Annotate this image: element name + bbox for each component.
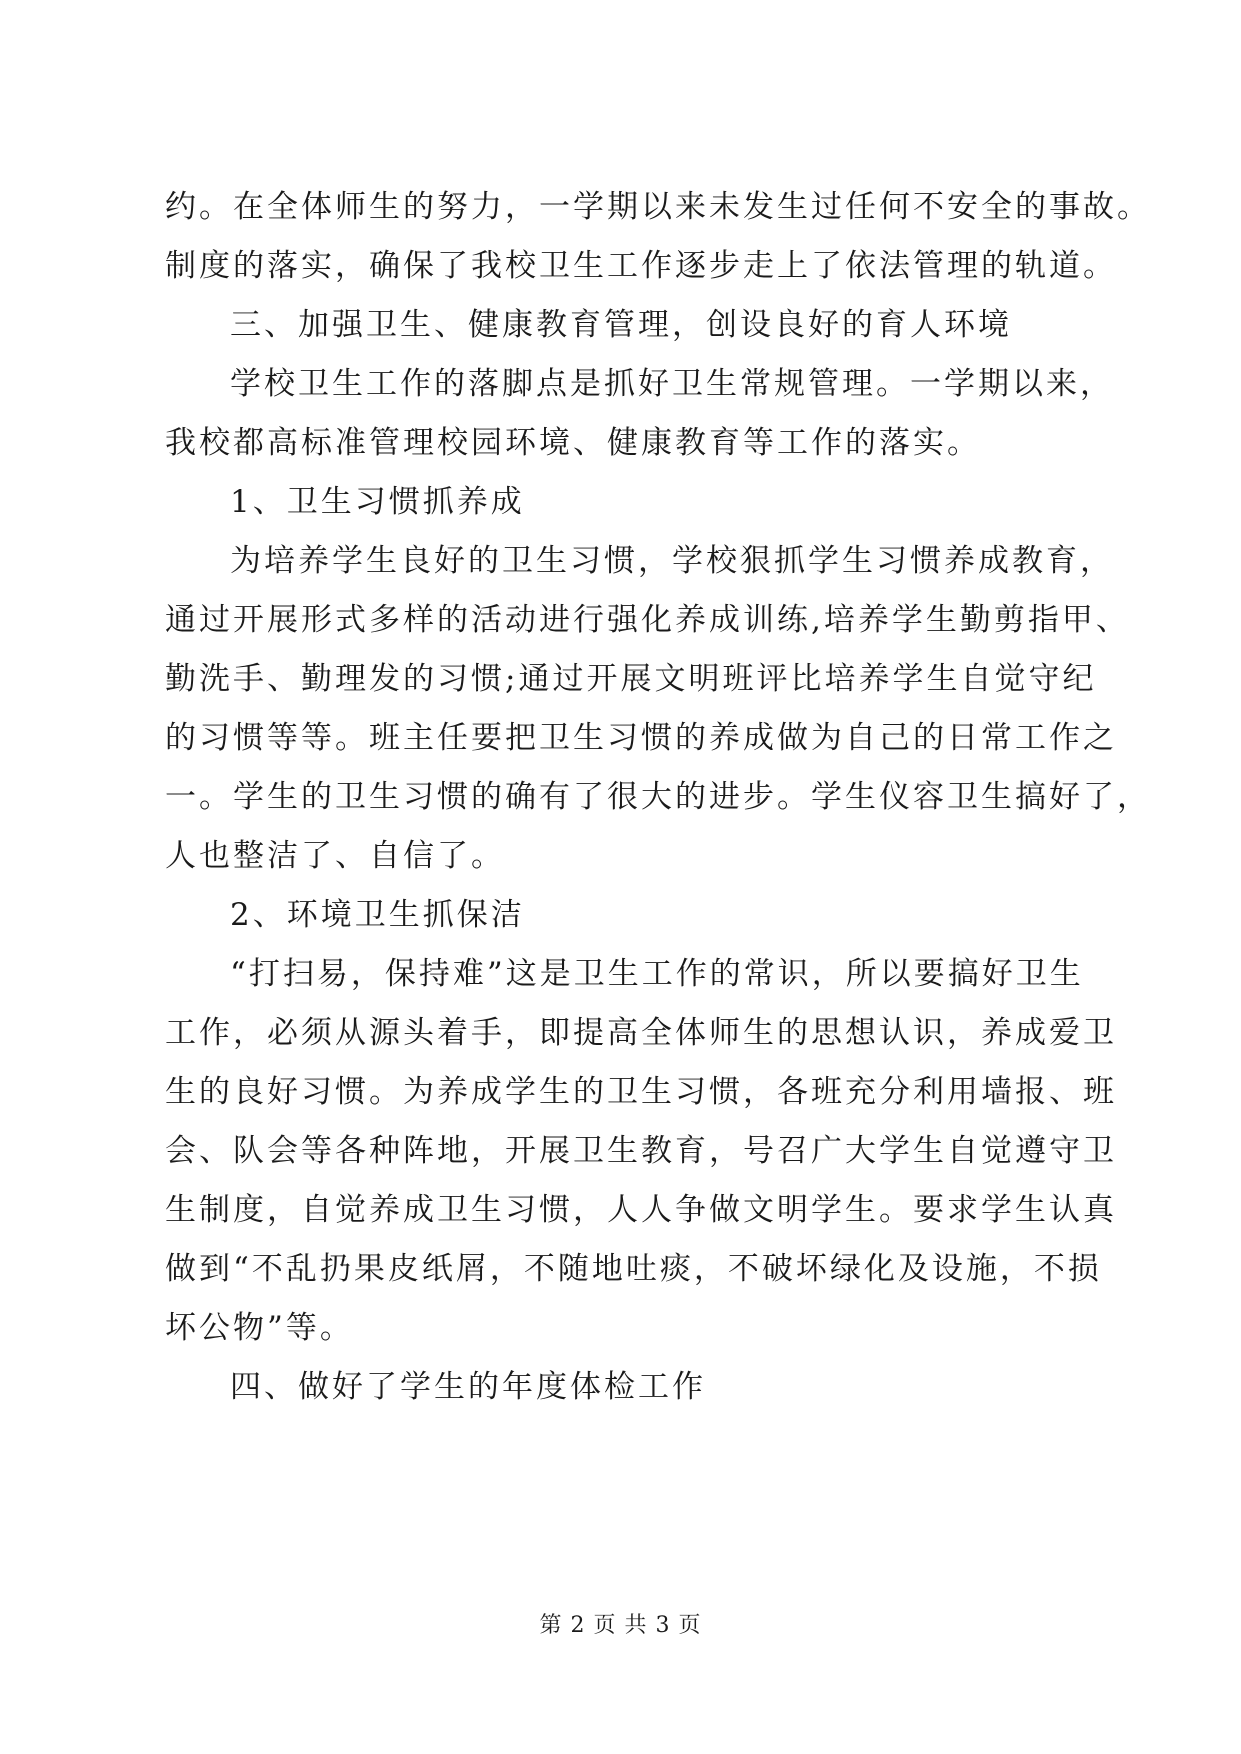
subsection-heading: 1、卫生习惯抓养成 [230,484,525,520]
text-line: 通过开展形式多样的活动进行强化养成训练,培养学生勤剪指甲、 [165,602,1130,638]
text-line: 学校卫生工作的落脚点是抓好卫生常规管理。一学期以来， [230,366,1114,402]
text-line: 会、队会等各种阵地，开展卫生教育，号召广大学生自觉遵守卫 [165,1133,1117,1169]
section-heading: 四、做好了学生的年度体检工作 [230,1369,706,1405]
subsection-heading: 2、环境卫生抓保洁 [230,897,525,933]
text-line: “打扫易，保持难”这是卫生工作的常识，所以要搞好卫生 [230,956,1084,992]
text-line: 勤洗手、勤理发的习惯;通过开展文明班评比培养学生自觉守纪 [165,661,1097,697]
text-line: 我校都高标准管理校园环境、健康教育等工作的落实。 [165,425,981,461]
text-line: 生制度，自觉养成卫生习惯，人人争做文明学生。要求学生认真 [165,1192,1117,1228]
text-line: 一。学生的卫生习惯的确有了很大的进步。学生仪容卫生搞好了， [165,779,1151,815]
section-heading: 三、加强卫生、健康教育管理，创设良好的育人环境 [230,307,1012,343]
text-line: 生的良好习惯。为养成学生的卫生习惯，各班充分利用墙报、班 [165,1074,1117,1110]
text-line: 工作，必须从源头着手，即提高全体师生的思想认识，养成爱卫 [165,1015,1117,1051]
text-line: 做到“不乱扔果皮纸屑，不随地吐痰，不破坏绿化及设施，不损 [165,1251,1102,1287]
text-line: 为培养学生良好的卫生习惯，学校狠抓学生习惯养成教育， [230,543,1114,579]
text-line: 约。在全体师生的努力，一学期以来未发生过任何不安全的事故。 [165,189,1151,225]
text-line: 坏公物”等。 [165,1310,354,1346]
text-line: 制度的落实，确保了我校卫生工作逐步走上了依法管理的轨道。 [165,248,1117,284]
text-line: 人也整洁了、自信了。 [165,838,505,874]
page-footer: 第 2 页 共 3 页 [539,1613,702,1638]
text-line: 的习惯等等。班主任要把卫生习惯的养成做为自己的日常工作之 [165,720,1117,756]
